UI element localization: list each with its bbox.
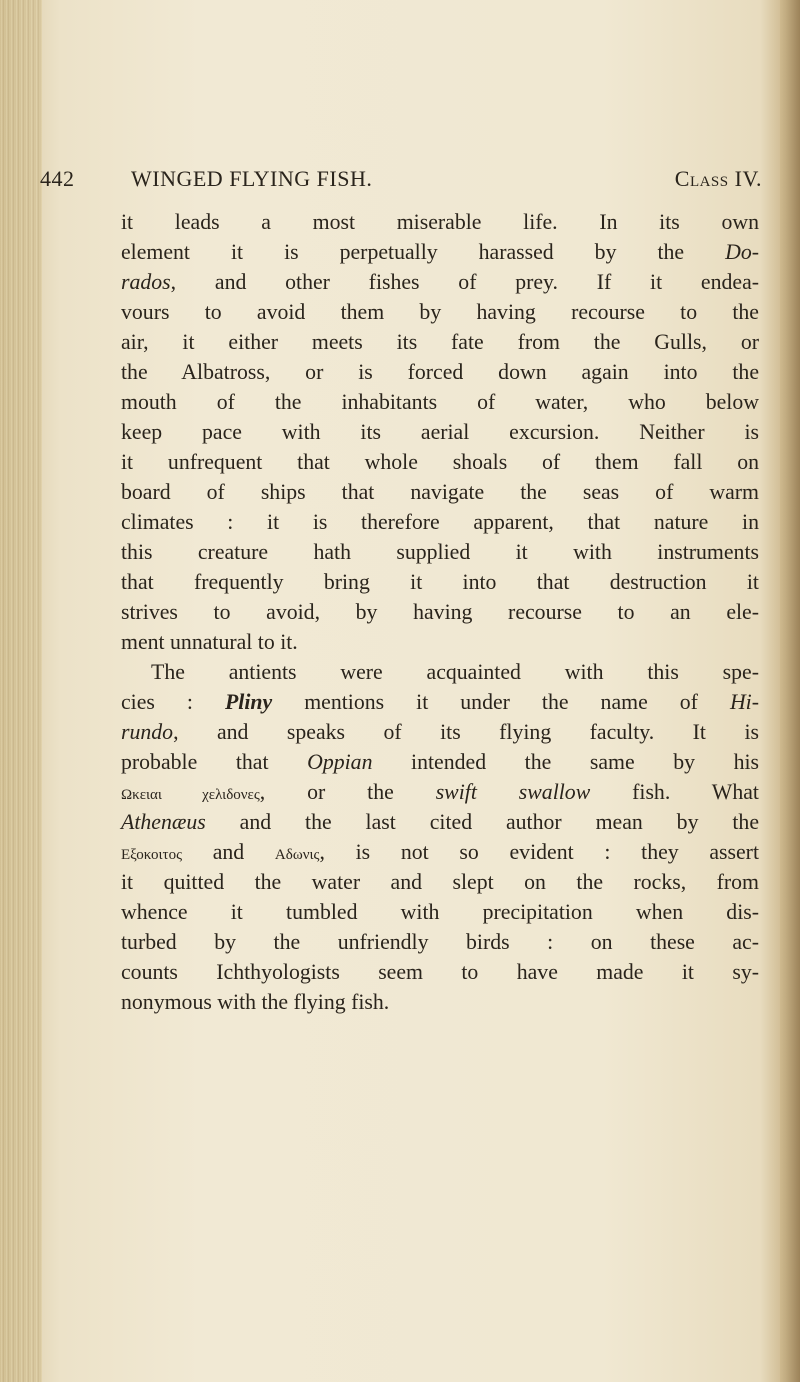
greek-word: Ωκειαι χελιδονες [121,787,260,803]
page-gutter-edge [0,0,42,1382]
text-line [121,687,759,717]
greek-word: Εξοκοιτος [121,847,183,863]
text-line [121,627,759,657]
italic-text: Do- [725,240,759,264]
text-line [121,447,759,477]
text-line [121,567,759,597]
text-run: nonymous with the flying fish. [121,990,390,1014]
text-run: it leads a most miserable life. In its own [121,210,759,234]
italic-text: rundo [121,720,174,744]
text-run: it unfrequent that whole shoals of them fall on [121,450,759,474]
text-run: that frequently bring it into that destruction it [121,570,759,594]
text-run: cies : [121,690,225,714]
body-text [121,207,759,1017]
text-line [121,267,759,297]
italic-text: Pliny [224,690,273,714]
text-run: mentions it under the name of [272,690,730,714]
text-line [121,237,759,267]
text-line [121,357,759,387]
running-header [40,166,762,194]
text-line [121,777,759,807]
text-run: ment unnatural to it. [121,630,298,654]
text-run: counts Ichthyologists seem to have made it sy- [121,960,759,984]
text-run: whence it tumbled with precipitation when dis- [121,900,759,924]
text-line [121,657,759,687]
text-run: , and other fishes of prey. If it endea- [170,270,759,294]
text-line [121,537,759,567]
text-line [121,987,759,1017]
page-outer-edge [780,0,800,1382]
text-run: , or the [259,780,436,804]
text-line [121,807,759,837]
text-run: turbed by the unfriendly birds : on these ac- [121,930,759,954]
text-line [121,927,759,957]
text-line [121,837,759,867]
text-run: board of ships that navigate the seas of warm [121,480,759,504]
text-run: and the last cited author mean by the [205,810,759,834]
running-title: WINGED FLYING FISH. [131,166,373,191]
text-run: keep pace with its aerial excursion. Neither is [121,420,759,444]
text-run: intended the same by his [372,750,760,774]
text-run: it quitted the water and slept on the rocks, from [121,870,759,894]
italic-text: Hi- [729,690,759,714]
class-label: Class IV. [674,166,762,191]
text-line [121,507,759,537]
greek-word: Αδωνις [274,847,320,863]
italic-text: Oppian [307,750,373,774]
text-line [121,327,759,357]
text-run: air, it either meets its fate from the Gulls, or [121,330,759,354]
text-run: strives to avoid, by having recourse to an ele- [121,600,759,624]
page-number: 442 [40,166,75,191]
text-line [121,597,759,627]
text-run: and [182,840,275,864]
text-run: the Albatross, or is forced down again into the [121,360,759,384]
text-line [121,897,759,927]
text-run: The antients were acquainted with this spe- [151,660,759,684]
text-run: fish. What [590,780,759,804]
text-run: probable that [121,750,308,774]
text-line [121,957,759,987]
text-run: mouth of the inhabitants of water, who below [121,390,759,414]
text-run: , is not so evident : they assert [319,840,759,864]
text-line [121,867,759,897]
text-run: climates : it is therefore apparent, that nature in [121,510,759,534]
italic-text: rados [121,270,171,294]
italic-text: Athenæus [121,810,206,834]
text-run: this creature hath supplied it with instruments [121,540,759,564]
text-line [121,717,759,747]
text-line [121,417,759,447]
text-line [121,207,759,237]
text-line [121,297,759,327]
text-run: vours to avoid them by having recourse to the [121,300,759,324]
text-line [121,747,759,777]
text-run: element it is perpetually harassed by the [121,240,726,264]
text-line [121,477,759,507]
text-run: , and speaks of its flying faculty. It is [173,720,759,744]
italic-text: swift swallow [435,780,591,804]
text-line [121,387,759,417]
